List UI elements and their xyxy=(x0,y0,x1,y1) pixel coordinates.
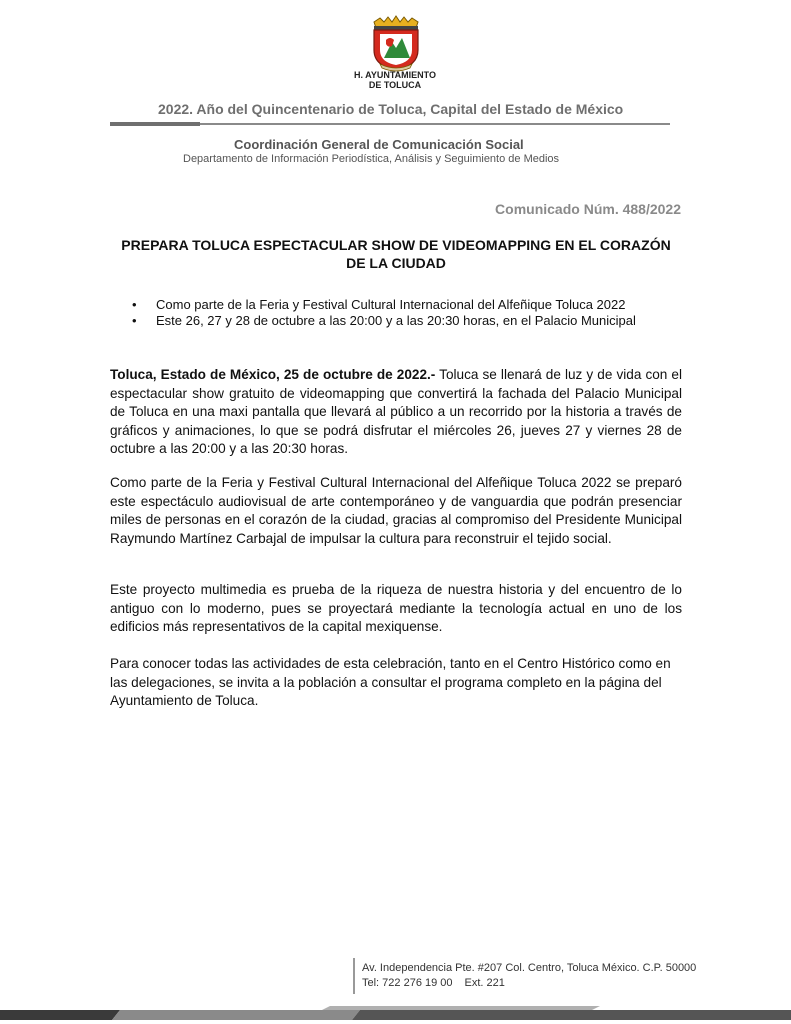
bullet-item xyxy=(130,313,690,329)
department-subtitle: Departamento de Información Periodística, Análisis y Seguimiento de Medios xyxy=(183,153,560,165)
bullet-item xyxy=(130,297,690,313)
summary-bullets xyxy=(130,297,690,329)
bullet-dot-icon: • xyxy=(132,313,137,328)
bullet-text: Este 26, 27 y 28 de octubre a las 20:00 y a las 20:30 horas, en el Palacio Municipal xyxy=(156,313,636,328)
year-motto: 2022. Año del Quincentenario de Toluca, Capital del Estado de México xyxy=(158,101,624,117)
organization-name-line2: DE TOLUCA xyxy=(368,80,422,90)
footer-divider xyxy=(353,958,355,994)
footer-decorative-stripe xyxy=(0,1006,791,1020)
headline: PREPARA TOLUCA ESPECTACULAR SHOW DE VIDEOMAPPING EN EL CORAZÓN DE LA CIUDAD xyxy=(121,237,671,271)
footer-extension: Ext. 221 xyxy=(464,977,505,989)
footer-address: Av. Independencia Pte. #207 Col. Centro, Toluca México. C.P. 50000 xyxy=(362,962,697,974)
header-divider-accent xyxy=(110,122,200,126)
dateline: Toluca, Estado de México, 25 de octubre de 2022.- xyxy=(110,367,436,382)
toluca-coat-of-arms-icon xyxy=(366,12,426,72)
paragraph-1-text: Toluca se llenará de luz y de vida con el espectacular show gratuito de videomapping que convertirá la fachada del Palacio Municipal de Toluca en una maxi pantalla que llevará al público a un recorrido por la historia a través de gráficos y animaciones, lo que se podrá disfrutar el miércoles 26, jueves 27 y viernes 28 de octubre a las 20:00 y a las 20:30 horas. xyxy=(110,367,682,457)
paragraph-3: Este proyecto multimedia es prueba de la riqueza de nuestra historia y del encuentro de lo antiguo con lo moderno, pues se proyectará mediante la tecnología actual en uno de los edificios más representativos de la capital mexiquense. xyxy=(110,582,682,635)
bullet-text: Como parte de la Feria y Festival Cultural Internacional del Alfeñique Toluca 2022 xyxy=(156,297,626,312)
release-number: Comunicado Núm. 488/2022 xyxy=(495,201,681,217)
footer-phone: Tel: 722 276 19 00 xyxy=(362,977,453,989)
bullet-dot-icon: • xyxy=(132,297,137,312)
coordination-title: Coordinación General de Comunicación Social xyxy=(234,137,524,152)
organization-name-line1: H. AYUNTAMIENTO xyxy=(353,70,436,80)
paragraph-4: Para conocer todas las actividades de esta celebración, tanto en el Centro Histórico como en las delegaciones, se invita a la población a consultar el programa completo en la página del Ayuntamiento de Toluca. xyxy=(110,656,671,709)
footer-contact xyxy=(362,977,505,989)
paragraph-2: Como parte de la Feria y Festival Cultural Internacional del Alfeñique Toluca 2022 se preparó este espectáculo audiovisual de arte contemporáneo y de vanguardia que podrán presenciar miles de personas en el corazón de la ciudad, gracias al compromiso del Presidente Municipal Raymundo Martínez Carbajal de impulsar la cultura para reconstruir el tejido social. xyxy=(110,475,682,546)
paragraph-1 xyxy=(110,366,682,459)
organization-name xyxy=(330,70,460,90)
